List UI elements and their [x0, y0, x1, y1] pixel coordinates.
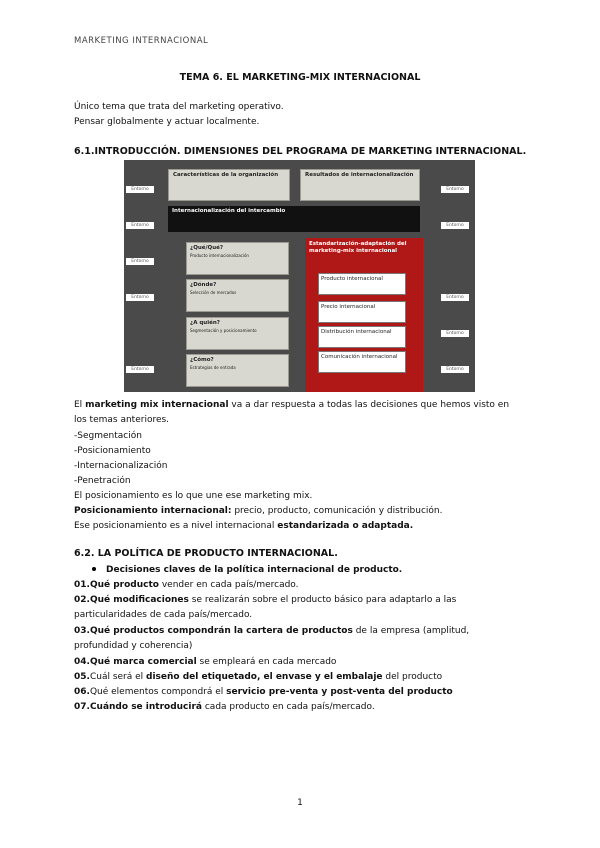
env-label-right: Entorno [441, 330, 469, 337]
decision-item: 07.Cuándo se introducirá cada producto en cada país/mercado. [74, 702, 375, 712]
list-item: -Penetración [74, 476, 131, 486]
section-heading-2: 6.2. LA POLÍTICA DE PRODUCTO INTERNACIONAL. [74, 548, 338, 559]
decision-item: 01.Qué producto vender en cada país/mercado. [74, 580, 299, 590]
intl-positioning: Posicionamiento internacional: precio, producto, comunicación y distribución. [74, 506, 443, 516]
list-item: -Segmentación [74, 431, 142, 441]
box-internationalization: Internacionalización del intercambio [168, 206, 420, 232]
env-label-left: Entorno [126, 258, 154, 265]
box-results: Resultados de internacionalización [300, 169, 420, 201]
decision-item: 06.Qué elementos compondrá el servicio pre-venta y post-venta del producto [74, 687, 453, 697]
mix-item: Comunicación internacional [318, 351, 406, 373]
list-item: -Internacionalización [74, 461, 168, 471]
positioning-line: El posicionamiento es lo que une ese marketing mix. [74, 491, 313, 501]
env-label-right: Entorno [441, 222, 469, 229]
env-label-right: Entorno [441, 294, 469, 301]
box-organization: Características de la organización [168, 169, 290, 201]
question-box: ¿Qué/Qué? Producto internacionalización [186, 242, 289, 275]
env-label-left: Entorno [126, 222, 154, 229]
section-heading-1: 6.1.INTRODUCCIÓN. DIMENSIONES DEL PROGRAMA DE MARKETING INTERNACIONAL. [74, 146, 527, 157]
marketing-diagram [124, 160, 475, 392]
intro-line-2: Pensar globalmente y actuar localmente. [74, 117, 260, 127]
question-box: ¿Dónde? Selección de mercados [186, 279, 289, 312]
mix-paragraph: El marketing mix internacional va a dar respuesta a todas las decisiones que hemos visto en los temas anteriores. [74, 400, 510, 425]
decision-item: 02.Qué modificaciones se realizarán sobre el producto básico para adaptarlo a las particularidades de cada país/mercado. [74, 595, 457, 620]
running-header: MARKETING INTERNACIONAL [74, 36, 209, 46]
page-number: 1 [297, 798, 303, 808]
question-box: ¿Cómo? Estrategias de entrada [186, 354, 289, 387]
mix-item: Distribución internacional [318, 326, 406, 348]
env-label-left: Entorno [126, 186, 154, 193]
bullet-icon [92, 567, 96, 571]
page-title: TEMA 6. EL MARKETING-MIX INTERNACIONAL [179, 72, 421, 83]
env-label-right: Entorno [441, 186, 469, 193]
red-panel: Estandarización-adaptación del marketing-mix internacional [305, 238, 423, 392]
decision-item: 05.Cuál será el diseño del etiquetado, el envase y el embalaje del producto [74, 672, 443, 682]
bullet-title: Decisiones claves de la política internacional de producto. [74, 563, 402, 578]
standardization-line: Ese posicionamiento es a nivel internacional estandarizada o adaptada. [74, 521, 414, 531]
decision-item: 03.Qué productos compondrán la cartera de productos de la empresa (amplitud, profundidad y coherencia) [74, 626, 470, 651]
env-label-left: Entorno [126, 366, 154, 373]
mix-item: Producto internacional [318, 273, 406, 295]
question-box: ¿A quién? Segmentación y posicionamiento [186, 317, 289, 350]
list-item: -Posicionamiento [74, 446, 151, 456]
env-label-left: Entorno [126, 294, 154, 301]
mix-item: Precio internacional [318, 301, 406, 323]
intro-line-1: Único tema que trata del marketing operativo. [74, 102, 284, 112]
decision-item: 04.Qué marca comercial se empleará en cada mercado [74, 657, 337, 667]
env-label-right: Entorno [441, 366, 469, 373]
